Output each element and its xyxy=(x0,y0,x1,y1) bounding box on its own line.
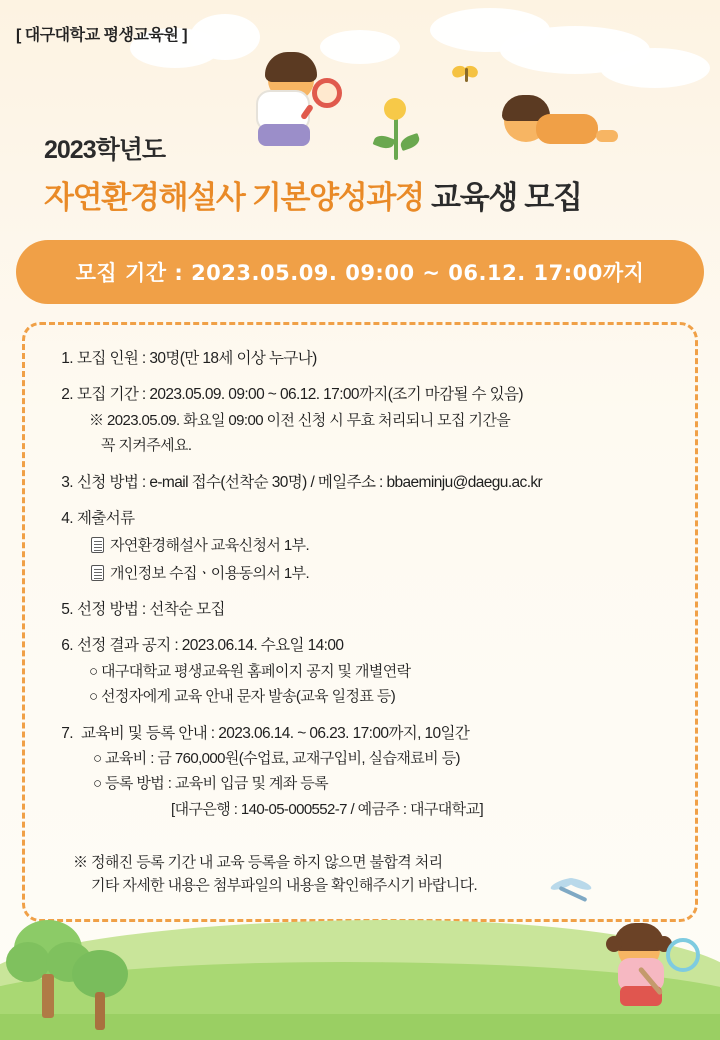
list-item-sub: ○ 선정자에게 교육 안내 문자 발송(교육 일정표 등) xyxy=(89,688,396,705)
list-item-number: 3. xyxy=(61,473,73,491)
list-item xyxy=(47,598,675,621)
list-item-number: 2. xyxy=(61,386,73,404)
list-item-number: 4. xyxy=(61,509,73,527)
list-item-text: 모집 인원 : 30명(만 18세 이상 누구나) xyxy=(77,350,317,367)
list-item-text: 신청 방법 : e-mail 접수(선착순 30명) / 메일주소 : bbaeminju@daegu.ac.kr xyxy=(77,473,543,491)
footer-note-line1: ※ 정해진 등록 기간 내 교육 등록을 하지 않으면 불합격 처리 xyxy=(73,853,443,871)
list-item-text: 모집 기간 : 2023.05.09. 09:00 ~ 06.12. 17:00까지(조기 마감될 수 있음) xyxy=(77,386,523,404)
title-block xyxy=(44,130,684,217)
recruitment-period-label: 모집 기간 : 2023.05.09. 09:00 ~ 06.12. 17:00까지 xyxy=(75,261,645,285)
dragonfly-icon xyxy=(548,874,602,914)
list-item-sub: 꼭 지켜주세요. xyxy=(101,437,192,454)
list-item-sub: ※ 2023.05.09. 화요일 09:00 이전 신청 시 무효 처리되니 모집 기간을 xyxy=(89,411,511,429)
butterfly-icon xyxy=(452,64,484,88)
document-label: 자연환경해설사 교육신청서 1부. xyxy=(110,537,310,554)
list-item-number: 5. xyxy=(61,601,73,618)
list-item xyxy=(47,471,675,494)
list-item xyxy=(47,383,675,457)
document-line xyxy=(77,563,675,586)
butterfly-net-icon xyxy=(666,938,700,972)
document-icon xyxy=(91,565,104,581)
document-icon xyxy=(91,537,104,553)
title-highlight: 자연환경해설사 기본양성과정 xyxy=(44,180,424,215)
list-item-text: 선정 방법 : 선착순 모집 xyxy=(77,601,225,618)
list-item-text: 제출서류 xyxy=(77,509,135,527)
title-rest: 교육생 모집 xyxy=(431,180,582,215)
list-item-bank-info: [대구은행 : 140-05-000552-7 / 예금주 : 대구대학교] xyxy=(171,800,484,818)
list-item-sub: ○ 교육비 : 금 760,000원(수업료, 교재구입비, 실습재료비 등) xyxy=(93,749,460,767)
girl-with-net-illustration xyxy=(604,924,708,1034)
details-list xyxy=(47,347,675,821)
list-item xyxy=(47,634,675,708)
list-item-number: 7. xyxy=(61,724,73,742)
title-year: 2023학년도 xyxy=(44,136,166,164)
list-item-text: 교육비 및 등록 안내 : 2023.06.14. ~ 06.23. 17:00까지, 10일간 xyxy=(81,724,470,742)
organization-badge: [ 대구대학교 평생교육원 ] xyxy=(16,27,188,44)
footer-note-line2: 기타 자세한 내용은 첨부파일의 내용을 확인해주시기 바랍니다. xyxy=(91,876,478,894)
tree-icon xyxy=(68,950,132,1040)
cloud-icon xyxy=(600,48,710,88)
document-label: 개인정보 수집ㆍ이용동의서 1부. xyxy=(110,564,310,582)
list-item xyxy=(47,722,675,822)
list-item-number: 6. xyxy=(61,637,73,655)
list-item-sub: ○ 등록 방법 : 교육비 입금 및 계좌 등록 xyxy=(93,775,329,793)
list-item-text: 선정 결과 공지 : 2023.06.14. 수요일 14:00 xyxy=(77,637,344,655)
list-item-sub: ○ 대구대학교 평생교육원 홈페이지 공지 및 개별연락 xyxy=(89,662,411,680)
document-line xyxy=(77,535,675,558)
list-item-number: 1. xyxy=(61,350,73,367)
details-box xyxy=(22,322,698,922)
list-item xyxy=(47,507,675,585)
list-item xyxy=(47,347,675,370)
recruitment-period-banner xyxy=(16,240,704,304)
page-title xyxy=(44,172,684,217)
